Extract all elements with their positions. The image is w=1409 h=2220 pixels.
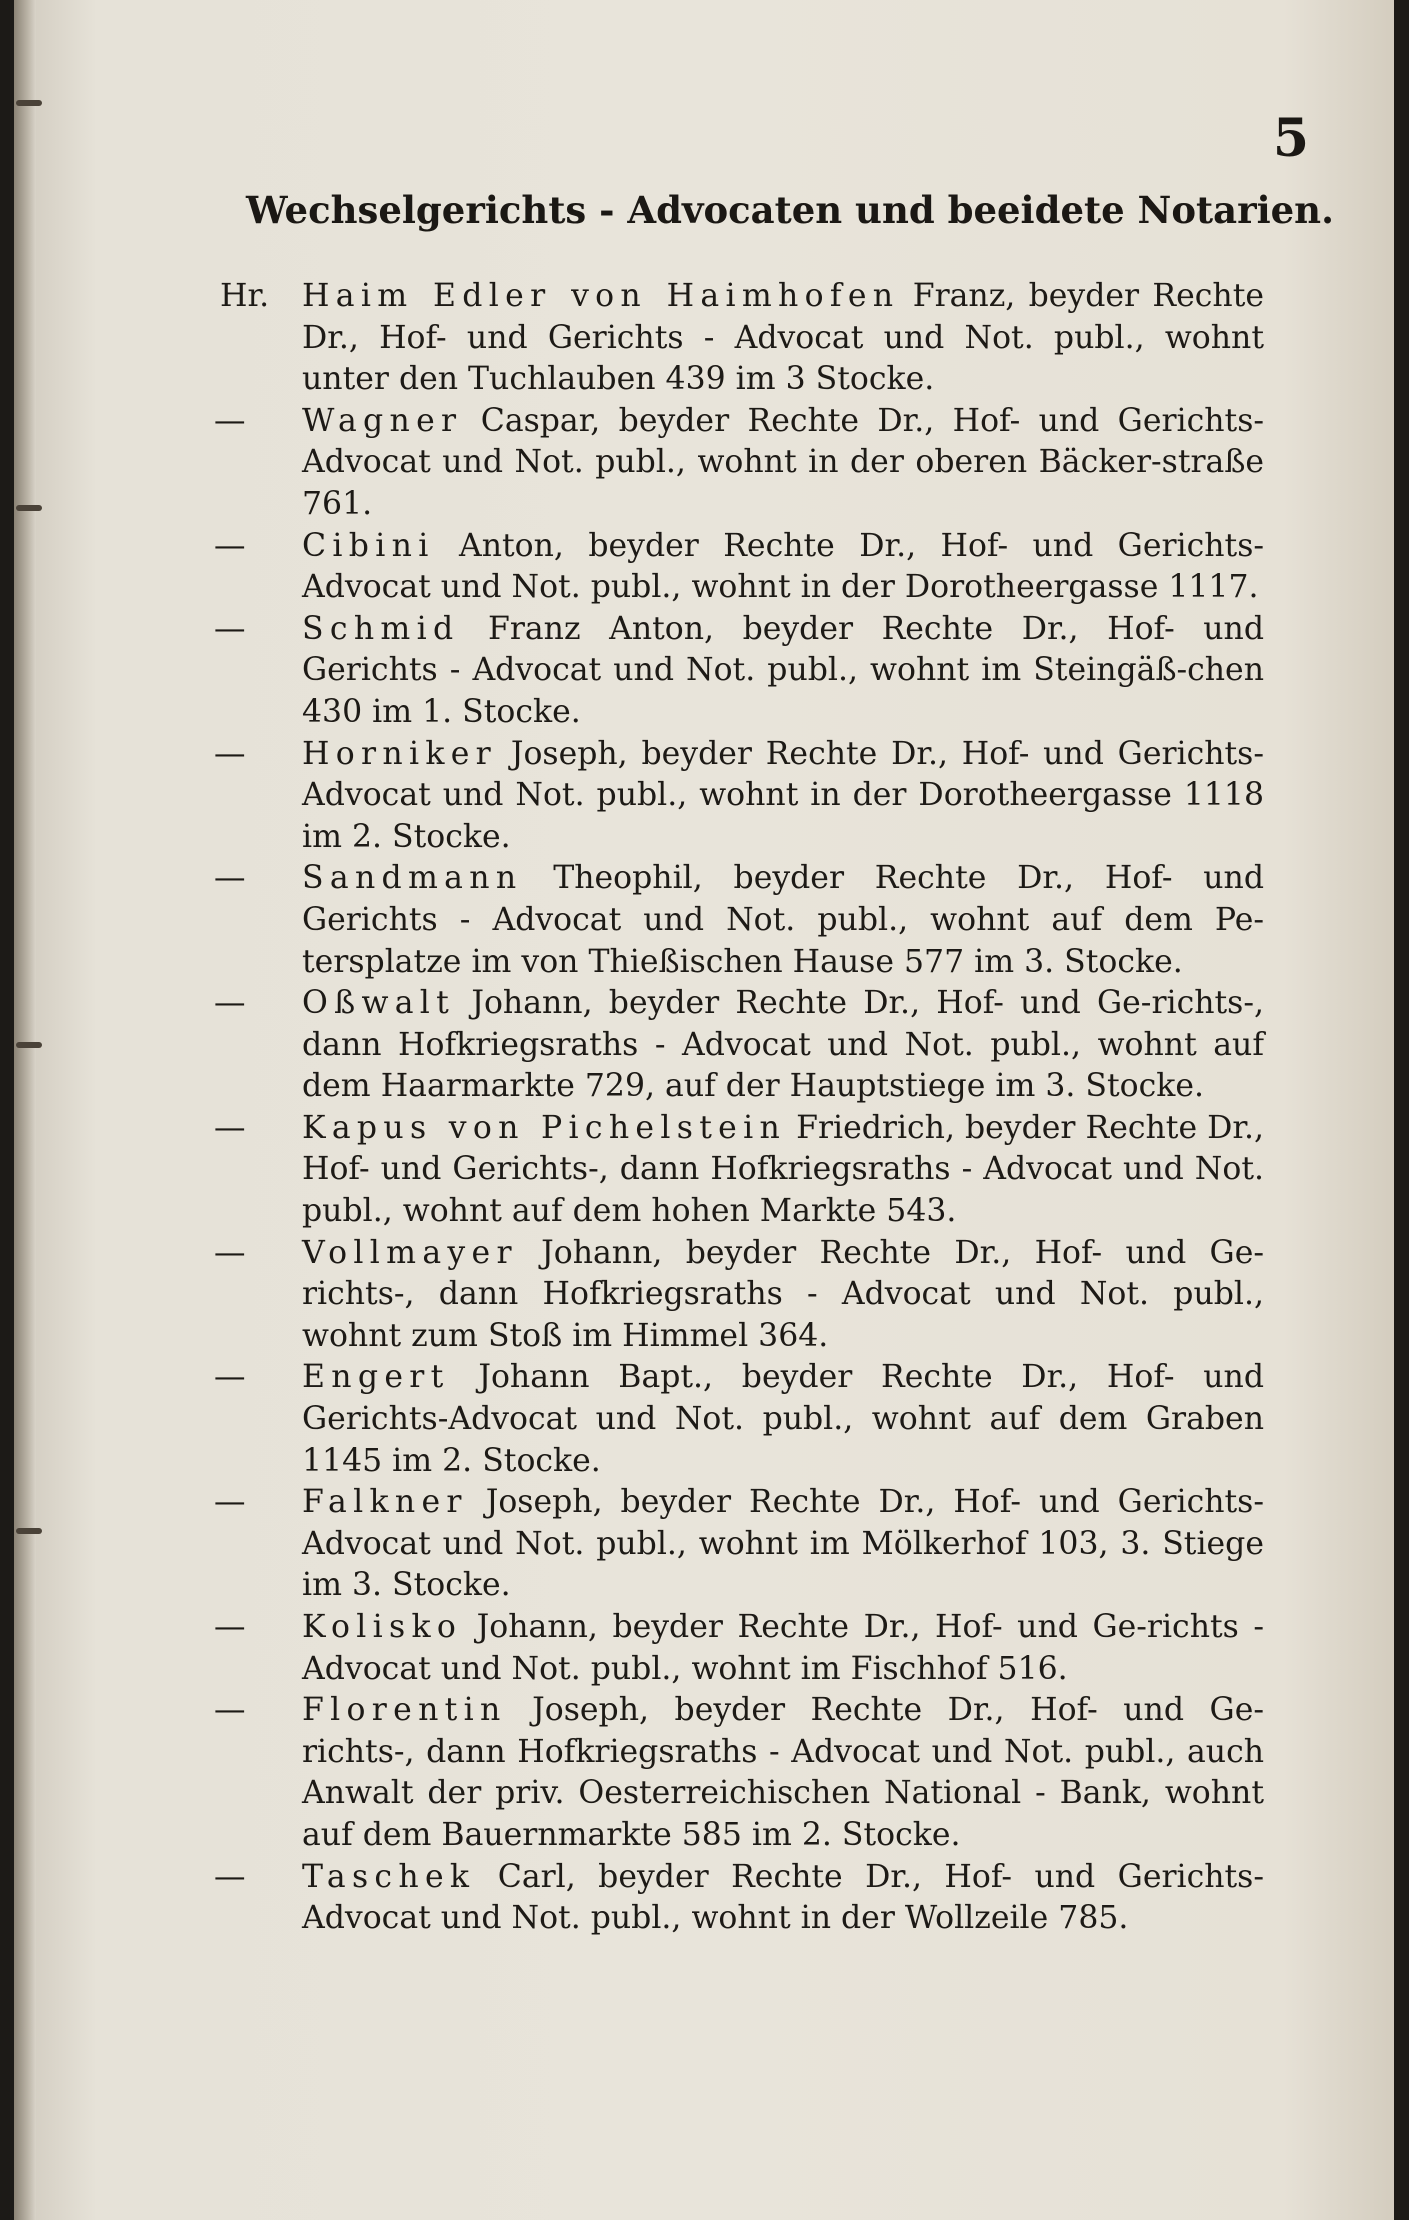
list-item (214, 609, 1264, 734)
page-binding (14, 0, 36, 2220)
page-number: 5 (1272, 108, 1309, 169)
entry-lead: — (214, 1234, 246, 1271)
entry-text: Theophil, beyder Rechte Dr., Hof- und Gerichts - Advocat und Not. publ., wohnt auf dem Pe-tersplatze im von Thießischen Hause 577 im 3. Stocke. (302, 860, 1264, 980)
entry-text: Joseph, beyder Rechte Dr., Hof- und Gerichts-Advocat und Not. publ., wohnt im Mölkerhof 103, 3. Stiege im 3. Stocke. (302, 1484, 1264, 1604)
entry-name: Sandmann (302, 860, 523, 897)
binding-stitch (16, 100, 42, 106)
entry-text: Joseph, beyder Rechte Dr., Hof- und Ge-richts-, dann Hofkriegsraths - Advocat und Not. publ., auch Anwalt der priv. Oesterreichischen National - Bank, wohnt auf dem Bauernmarkte 585 im 2. Stocke. (302, 1692, 1264, 1853)
entry-lead: — (214, 610, 246, 647)
list-item (214, 1233, 1264, 1358)
entry-name: Engert (302, 1359, 450, 1396)
entry-name: Haim Edler von Haimhofen (302, 278, 900, 314)
list-item (214, 1857, 1264, 1940)
entry-lead: — (214, 1609, 246, 1645)
list-item (214, 276, 1264, 401)
list-item (214, 1482, 1264, 1607)
entry-text: Franz, beyder Rechte Dr., Hof- und Gerichts - Advocat und Not. publ., wohnt unter den Tuchlauben 439 im 3 Stocke. (302, 278, 1265, 398)
entry-name: Taschek (302, 1858, 476, 1895)
entry-list (214, 276, 1264, 1940)
list-item (214, 983, 1264, 1108)
entry-name: Florentin (302, 1692, 507, 1729)
entry-lead: — (214, 527, 246, 564)
book-page (14, 0, 1394, 2220)
entry-lead: — (214, 402, 246, 439)
list-item (214, 526, 1264, 609)
entry-lead: — (214, 860, 246, 897)
list-item (214, 858, 1264, 983)
section-heading: Wechselgerichts - Advocaten und beeidete Notarien. (246, 188, 1334, 232)
entry-name: Falkner (302, 1484, 468, 1521)
entry-name: Horniker (302, 735, 498, 772)
entry-lead: — (214, 1109, 246, 1146)
entry-text: Johann Bapt., beyder Rechte Dr., Hof- und Gerichts-Advocat und Not. publ., wohnt auf dem Graben 1145 im 2. Stocke. (302, 1359, 1264, 1479)
entry-text: Anton, beyder Rechte Dr., Hof- und Gerichts-Advocat und Not. publ., wohnt in der Dorotheergasse 1117. (302, 527, 1264, 606)
list-item (214, 401, 1264, 526)
entry-name: Wagner (302, 402, 463, 439)
entry-name: Cibini (302, 527, 435, 564)
entry-text: Caspar, beyder Rechte Dr., Hof- und Gerichts-Advocat und Not. publ., wohnt in der oberen Bäcker-straße 761. (302, 402, 1264, 522)
entry-text: Johann, beyder Rechte Dr., Hof- und Ge-richts-, dann Hofkriegsraths - Advocat und Not. publ., wohnt zum Stoß im Himmel 364. (302, 1234, 1264, 1354)
entry-name: Oßwalt (302, 985, 456, 1022)
entry-lead: Hr. (220, 278, 270, 314)
entry-lead: — (214, 1858, 246, 1895)
entry-name: Vollmayer (302, 1234, 518, 1271)
entry-name: Schmid (302, 610, 460, 647)
list-item (214, 1690, 1264, 1856)
entry-name: Kolisko (302, 1609, 463, 1645)
entry-lead: — (214, 1359, 246, 1396)
entry-text: Carl, beyder Rechte Dr., Hof- und Gerichts-Advocat und Not. publ., wohnt in der Wollzeile 785. (302, 1858, 1264, 1937)
entry-lead: — (214, 985, 246, 1022)
entry-text: Johann, beyder Rechte Dr., Hof- und Ge-richts - Advocat und Not. publ., wohnt im Fischhof 516. (302, 1609, 1264, 1687)
binding-stitch (16, 505, 42, 511)
entry-text: Franz Anton, beyder Rechte Dr., Hof- und Gerichts - Advocat und Not. publ., wohnt im Steingäß-chen 430 im 1. Stocke. (302, 610, 1264, 730)
binding-stitch (16, 1042, 42, 1048)
list-item (214, 1108, 1264, 1233)
entry-lead: — (214, 1484, 246, 1521)
entry-lead: — (214, 1692, 246, 1729)
entry-text: Friedrich, beyder Rechte Dr., Hof- und Gerichts-, dann Hofkriegsraths - Advocat und Not. publ., wohnt auf dem hohen Markte 543. (302, 1109, 1264, 1230)
list-item (214, 1607, 1264, 1690)
entry-text: Johann, beyder Rechte Dr., Hof- und Ge-richts-, dann Hofkriegsraths - Advocat und Not. publ., wohnt auf dem Haarmarkte 729, auf der Hauptstiege im 3. Stocke. (302, 985, 1264, 1105)
entry-text: Joseph, beyder Rechte Dr., Hof- und Gerichts-Advocat und Not. publ., wohnt in der Dorotheergasse 1118 im 2. Stocke. (302, 735, 1264, 855)
list-item (214, 734, 1264, 859)
entry-lead: — (214, 735, 246, 772)
list-item (214, 1357, 1264, 1482)
binding-stitch (16, 1528, 42, 1534)
entry-name: Kapus von Pichelstein (302, 1109, 787, 1146)
